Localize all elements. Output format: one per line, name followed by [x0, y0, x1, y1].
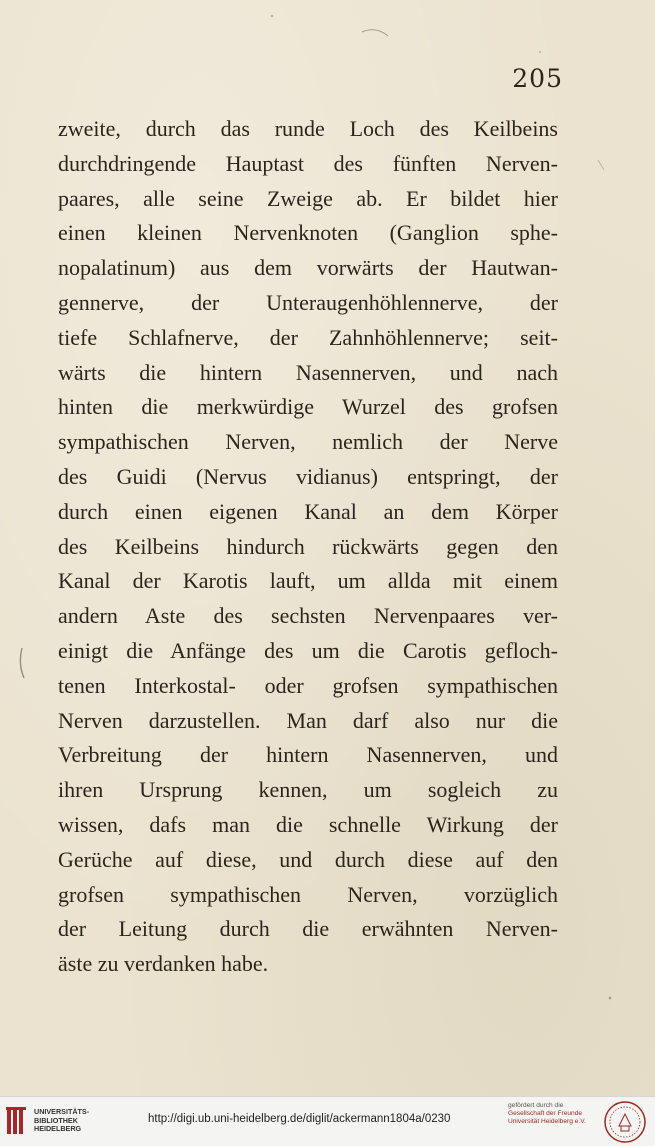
text-line: hinten die merkwürdige Wurzel des grofsen [58, 394, 558, 420]
text-line: einen kleinen Nervenknoten (Ganglion sphe- [58, 220, 558, 246]
show-through-text [58, 985, 558, 1011]
text-line: durchdringende Hauptast des fünften Nerven- [58, 150, 558, 176]
show-through-text [58, 944, 558, 978]
page-number: 205 [512, 64, 563, 93]
text-line: nopalatinum) aus dem vorwärts der Hautwan- [58, 255, 558, 281]
text-line: gennerve, der Unteraugenhöhlennerve, der [58, 289, 558, 315]
text-line: zweite, durch das runde Loch des Keilbeins [58, 116, 558, 141]
library-name-line: UNIVERSITÄTS- [34, 1107, 90, 1116]
text-line: äste zu verdanken habe. [58, 951, 269, 977]
text-line: Kanal der Karotis lauft, um allda mit einem [58, 568, 558, 594]
text-line: Verbreitung der hintern Nasennerven, und [58, 742, 558, 768]
footer-bar [0, 1096, 655, 1146]
text-line: wissen, dafs man die schnelle Wirkung der [58, 811, 558, 837]
text-line: wärts die hintern Nasennerven, und nach [58, 359, 558, 385]
text-line: des Keilbeins hindurch rückwärts gegen den [58, 533, 558, 559]
text-line: des Guidi (Nervus vidianus) entspringt, der [58, 463, 558, 489]
permalink-url[interactable]: http://digi.ub.uni-heidelberg.de/diglit/ackermann1804a/0230 [148, 1113, 451, 1125]
text-line: grofsen sympathischen Nerven, vorzüglich [58, 881, 558, 907]
sponsor-credit [508, 1102, 586, 1127]
text-line: durch einen eigenen Kanal an dem Körper [58, 498, 558, 524]
text-line: tenen Interkostal- oder grofsen sympathischen [58, 672, 558, 698]
text-line: der Leitung durch die erwähnten Nerven- [58, 916, 558, 942]
university-library-logo-icon [6, 1106, 28, 1136]
library-name-line: BIBLIOTHEK [34, 1115, 78, 1125]
text-line: Gerüche auf diese, und durch diese auf den [58, 846, 558, 872]
sponsor-intro: gefördert durch die [508, 1102, 564, 1109]
text-line: Nerven darzustellen. Man darf also nur die [58, 707, 558, 733]
text-line: tiefe Schlafnerve, der Zahnhöhlennerve; seit- [58, 324, 558, 350]
sponsor-seal-icon [603, 1100, 647, 1144]
text-line: sympathischen Nerven, nemlich der Nerve [58, 429, 558, 455]
text-line: einigt die Anfänge des um die Carotis gefloch- [58, 637, 558, 663]
text-line: ihren Ursprung kennen, um sogleich zu [58, 777, 558, 803]
text-line: paares, alle seine Zweige ab. Er bildet hier [58, 185, 558, 211]
library-name [34, 1108, 89, 1134]
text-line: andern Aste des sechsten Nervenpaares ver- [58, 603, 558, 629]
library-name-line: HEIDELBERG [34, 1124, 82, 1134]
sponsor-line: Gesellschaft der Freunde [508, 1110, 583, 1118]
sponsor-line: Universität Heidelberg e.V. [508, 1118, 586, 1126]
